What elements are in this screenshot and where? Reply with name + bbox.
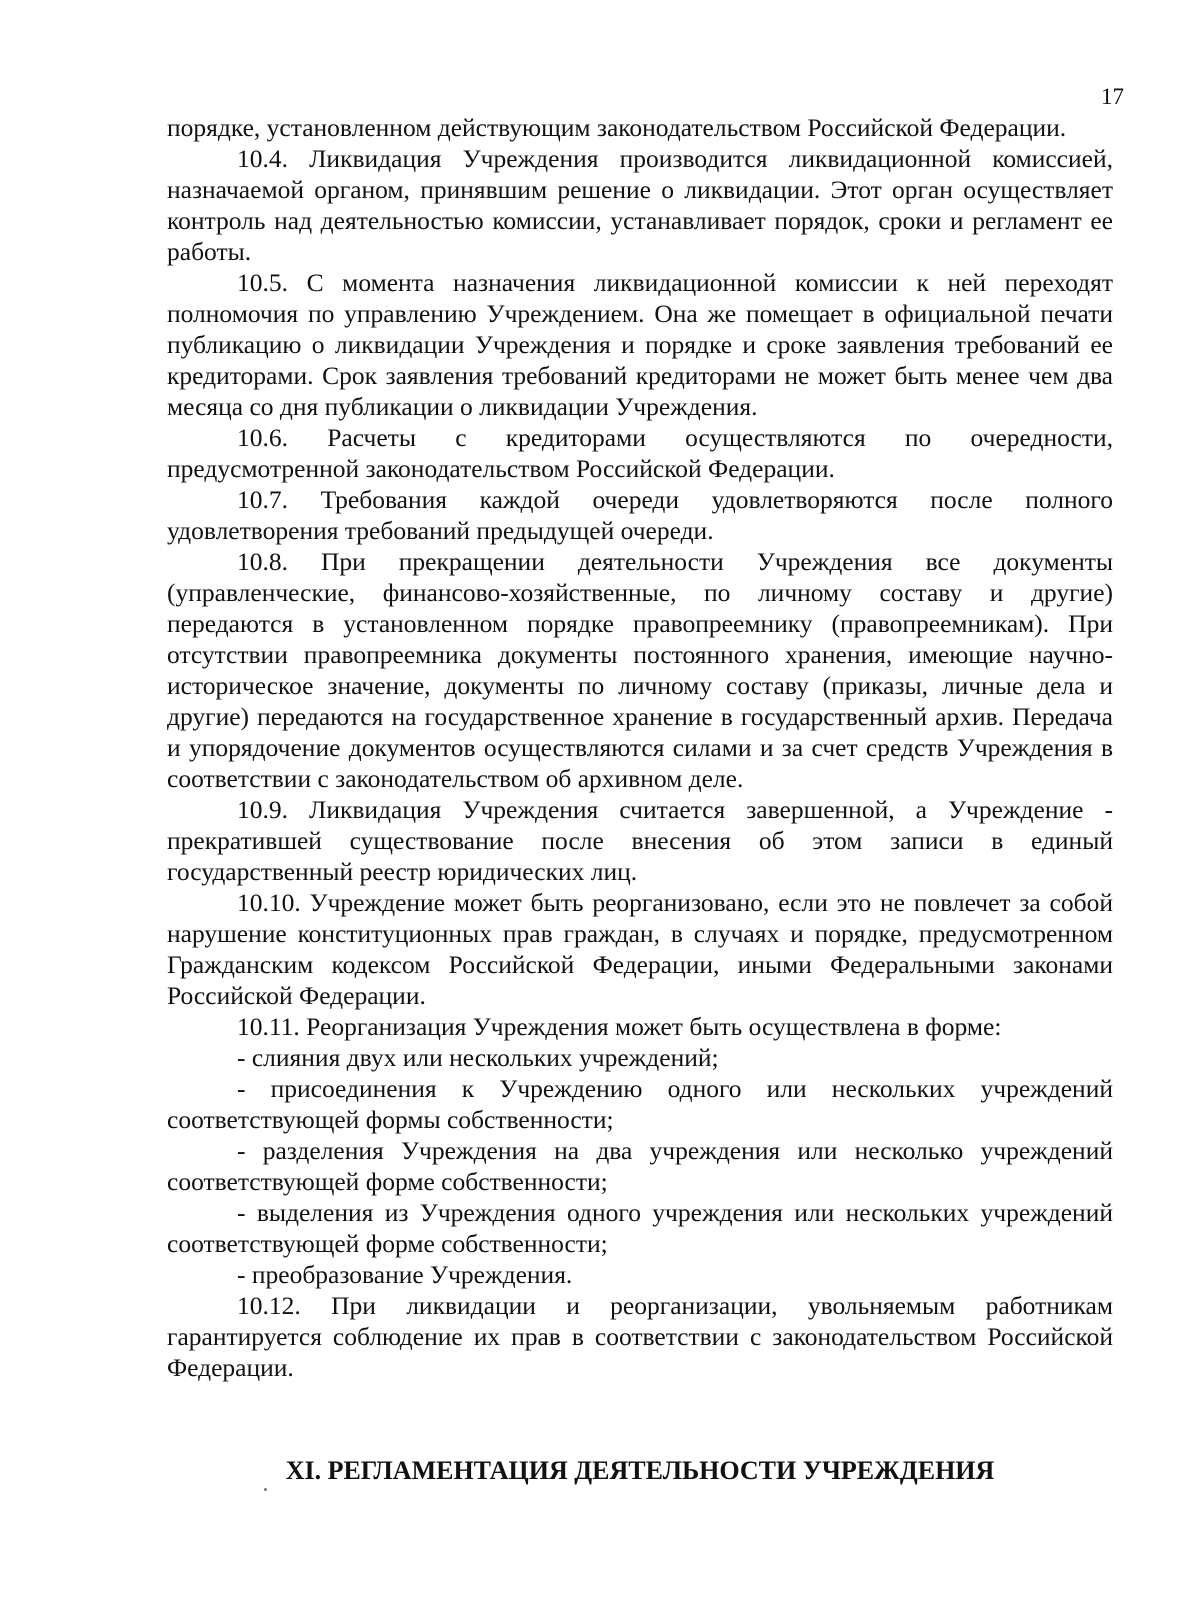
- paragraph-continuation: порядке, установленном действующим законодательством Российской Федерации.: [167, 113, 1067, 142]
- list-item-accession: - присоединения к Учреждению одного или нескольких учреждений соответствующей формы собственности;: [167, 1074, 1113, 1134]
- paragraph-10-7: 10.7. Требования каждой очереди удовлетворяются после полного удовлетворения требований предыдущей очереди.: [167, 485, 1113, 545]
- document-body: [167, 112, 1113, 1383]
- paragraph-10-5: 10.5. С момента назначения ликвидационной комиссии к ней переходят полномочия по управлению Учреждением. Она же помещает в официальной печати публикацию о ликвидации Учреждения и порядке и сроке заявления требований ее кредиторами. Срок заявления требований кредиторами не может быть менее чем два месяца со дня публикации о ликвидации Учреждения.: [167, 268, 1113, 421]
- paragraph-10-10: 10.10. Учреждение может быть реорганизовано, если это не повлечет за собой нарушение конституционных прав граждан, в случаях и порядке, предусмотренном Гражданским кодексом Российской Федерации, иными Федеральными законами Российской Федерации.: [167, 888, 1113, 1010]
- list-item-division: - разделения Учреждения на два учреждения или несколько учреждений соответствующей форме собственности;: [167, 1136, 1113, 1196]
- list-item-merger: - слияния двух или нескольких учреждений;: [237, 1043, 719, 1072]
- paragraph-10-4: 10.4. Ликвидация Учреждения производится ликвидационной комиссией, назначаемой органом, принявшим решение о ликвидации. Этот орган осуществляет контроль над деятельностью комиссии, устанавливает порядок, сроки и регламент ее работы.: [167, 144, 1113, 266]
- paragraph-10-9: 10.9. Ликвидация Учреждения считается завершенной, а Учреждение - прекратившей существование после внесения об этом записи в единый государственный реестр юридических лиц.: [167, 795, 1113, 886]
- paragraph-10-6: 10.6. Расчеты с кредиторами осуществляются по очередности, предусмотренной законодательством Российской Федерации.: [167, 423, 1113, 483]
- page-number: 17: [1101, 84, 1124, 109]
- section-heading: XI. РЕГЛАМЕНТАЦИЯ ДЕЯТЕЛЬНОСТИ УЧРЕЖДЕНИЯ: [285, 1456, 995, 1485]
- paragraph-10-8: 10.8. При прекращении деятельности Учреждения все документы (управленческие, финансово-хозяйственные, по личному составу и другие) передаются в установленном порядке правопреемнику (правопреемникам). При отсутствии правопреемника документы постоянного хранения, имеющие научно-историческое значение, документы по личному составу (приказы, личные дела и другие) передаются на государственное хранение в государственный архив. Передача и упорядочение документов осуществляются силами и за счет средств Учреждения в соответствии с законодательством об архивном деле.: [167, 547, 1113, 793]
- list-item-transformation: - преобразование Учреждения.: [237, 1260, 573, 1289]
- scan-speck: [264, 1488, 267, 1491]
- list-item-separation: - выделения из Учреждения одного учреждения или нескольких учреждений соответствующей форме собственности;: [167, 1198, 1113, 1258]
- paragraph-10-11: 10.11. Реорганизация Учреждения может быть осуществлена в форме:: [237, 1012, 1002, 1041]
- paragraph-10-12: 10.12. При ликвидации и реорганизации, увольняемым работникам гарантируется соблюдение их прав в соответствии с законодательством Российской Федерации.: [167, 1291, 1113, 1382]
